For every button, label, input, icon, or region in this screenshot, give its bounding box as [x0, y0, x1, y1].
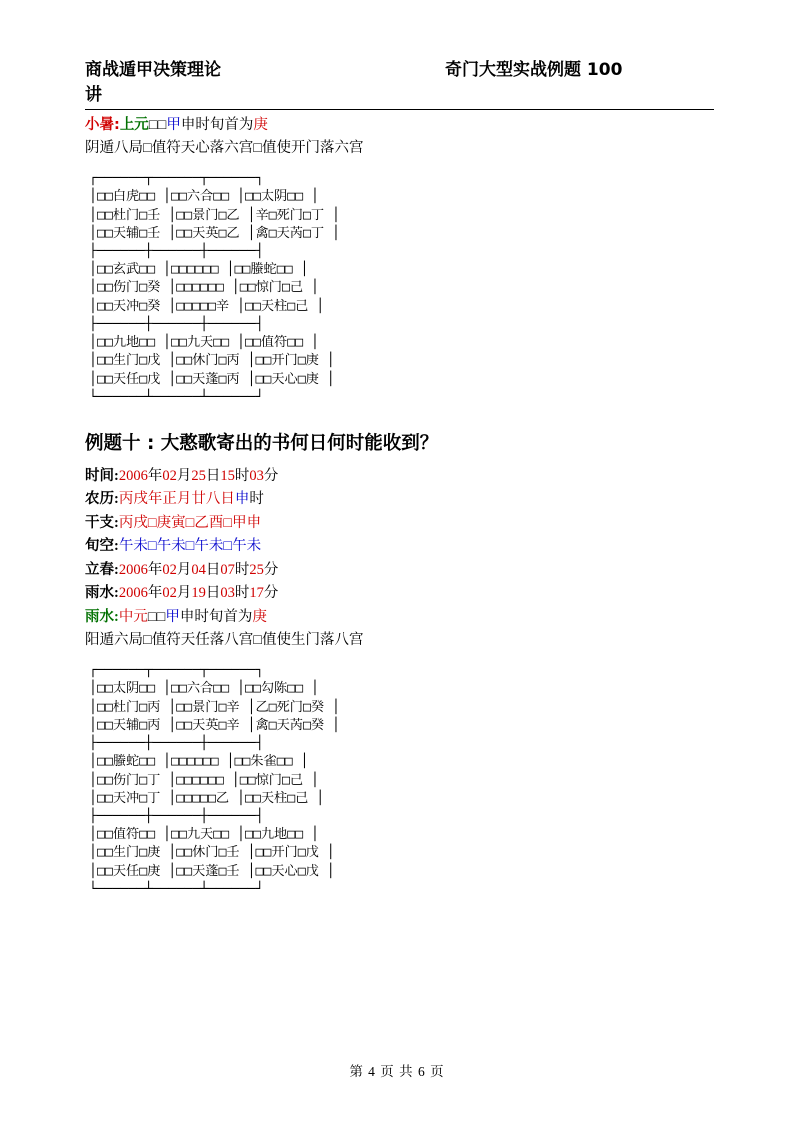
info-part: 19	[191, 585, 206, 602]
page-footer: 第 4 页 共 6 页	[349, 1064, 445, 1079]
chart2-r11: │□□天任□庚 │□□天蓬□壬 │□□天心□戊 │	[89, 863, 335, 879]
info-part: 月	[176, 561, 192, 578]
chart1-r4: ├──────┼──────┼──────┤	[89, 243, 264, 259]
info-part: 时	[234, 561, 250, 578]
info-row-lunar	[85, 488, 714, 511]
info-row-lichun	[85, 559, 714, 582]
section1-pan-line: 阴遁八局□值符天心落六宫□值使开门落六宫	[85, 140, 364, 157]
section1-yuan-value: 上元	[119, 117, 149, 134]
chart1-r0: ┌──────┬──────┬──────┐	[89, 171, 264, 187]
info-part: 月	[176, 467, 192, 484]
info-row-yushui-yuan	[85, 606, 714, 629]
header-divider	[85, 109, 714, 110]
info-part: 07	[220, 561, 235, 578]
info-row-yushui	[85, 582, 714, 605]
info-part: 2006	[118, 585, 148, 602]
info-part: 午未□午未□午未□午未	[118, 538, 262, 555]
info-part: 03	[249, 467, 264, 484]
info-part: 02	[162, 585, 177, 602]
chart2-r6: │□□伤门□丁 │□□□□□□ │□□惊门□己 │	[89, 772, 319, 788]
info-part: 申时旬首为	[179, 608, 253, 625]
info-row-yushui-yuan-value	[119, 609, 267, 625]
info-part: 15	[220, 467, 235, 484]
info-row-xunkong-label: 旬空:	[85, 538, 119, 555]
chart2-r8: ├──────┼──────┼──────┤	[89, 808, 264, 824]
chart2-r7: │□□天冲□丁 │□□□□□乙 │□□天柱□己 │	[89, 790, 325, 806]
section2-qimen-chart	[85, 662, 714, 899]
info-part: □□	[147, 608, 166, 625]
info-part: 04	[191, 561, 206, 578]
chart1-r10: │□□生门□戊 │□□休门□丙 │□□开门□庚 │	[89, 353, 335, 369]
chart2-r10: │□□生门□庚 │□□休门□壬 │□□开门□戊 │	[89, 845, 335, 861]
header-right-title: 奇门大型实战例题 100	[445, 60, 623, 80]
info-row-ganzhi-label: 干支:	[85, 514, 119, 531]
info-row-lichun-label: 立春:	[85, 561, 119, 578]
info-row-yushui-value	[119, 585, 279, 601]
info-part: 日	[205, 585, 221, 602]
chart2-r0: ┌──────┬──────┬──────┐	[89, 663, 264, 679]
info-part: 中元	[118, 608, 148, 625]
info-part: 2006	[118, 561, 148, 578]
info-row-xunkong-value	[119, 538, 261, 554]
chart1-r7: │□□天冲□癸 │□□□□□辛 │□□天柱□己 │	[89, 298, 325, 314]
info-row-time-value	[119, 468, 279, 484]
info-part: 25	[191, 467, 206, 484]
chart1-r2: │□□杜门□壬 │□□景门□乙 │辛□死门□丁 │	[89, 207, 340, 223]
info-part: 2006	[118, 467, 148, 484]
info-part: 03	[220, 585, 235, 602]
info-part: 月	[176, 585, 192, 602]
info-part: 02	[162, 561, 177, 578]
chart1-r9: │□□九地□□ │□□九天□□ │□□值符□□ │	[89, 335, 319, 351]
chart1-r6: │□□伤门□癸 │□□□□□□ │□□惊门□己 │	[89, 280, 319, 296]
info-part: 分	[263, 561, 279, 578]
chart1-r1: │□□白虎□□ │□□六合□□ │□□太阴□□ │	[89, 189, 319, 205]
page-header	[85, 58, 714, 107]
info-part: 时	[234, 585, 250, 602]
problem-info-block	[85, 465, 714, 629]
section2-pan-line: 阳遁六局□值符天任落八宫□值使生门落八宫	[85, 632, 364, 649]
info-row-lunar-label: 农历:	[85, 491, 119, 508]
info-part: 年	[147, 585, 163, 602]
header-left-line2: 讲	[85, 84, 102, 105]
info-part: 时	[249, 491, 264, 508]
header-left-line1: 商战遁甲决策理论	[85, 60, 221, 80]
info-part: 25	[249, 561, 264, 578]
info-part: 02	[162, 467, 177, 484]
header-left-title	[85, 58, 385, 107]
chart2-r9: │□□值符□□ │□□九天□□ │□□九地□□ │	[89, 827, 319, 843]
chart1-r5: │□□玄武□□ │□□□□□□ │□□螣蛇□□ │	[89, 262, 309, 278]
chart1-r11: │□□天任□戊 │□□天蓬□丙 │□□天心□庚 │	[89, 371, 335, 387]
info-row-lunar-value	[119, 491, 264, 507]
info-part: 年	[147, 467, 163, 484]
info-row-yushui-yuan-label: 雨水:	[85, 608, 119, 625]
info-part: 分	[263, 585, 279, 602]
info-row-xunkong	[85, 535, 714, 558]
info-part: 时	[234, 467, 250, 484]
info-part: 分	[263, 467, 279, 484]
chart1-r8: ├──────┼──────┼──────┤	[89, 316, 264, 332]
chart1-r3: │□□天辅□壬 │□□天英□乙 │禽□天芮□丁 │	[89, 225, 340, 241]
info-part: 甲	[165, 608, 180, 625]
info-part: 年	[147, 561, 163, 578]
info-part: 丙戌□庚寅□乙酉□甲申	[118, 514, 262, 531]
chart2-r5: │□□螣蛇□□ │□□□□□□ │□□朱雀□□ │	[89, 754, 309, 770]
chart1-r12: └──────┴──────┴──────┘	[89, 389, 264, 405]
info-part: 庚	[252, 608, 267, 625]
section1-yuan-line	[85, 114, 714, 137]
info-part: 日	[205, 561, 221, 578]
info-row-lichun-value	[119, 562, 279, 578]
section1-qimen-chart	[85, 170, 714, 407]
section1-gan-tail: 庚	[253, 117, 268, 134]
chart2-r2: │□□杜门□丙 │□□景门□辛 │乙□死门□癸 │	[89, 699, 340, 715]
chart2-r12: └──────┴──────┴──────┘	[89, 881, 264, 897]
info-row-yushui-label: 雨水:	[85, 585, 119, 602]
section1-gan: 甲	[166, 117, 181, 134]
section1-gan-text: 申时旬首为	[180, 117, 254, 134]
info-row-time	[85, 465, 714, 488]
info-part: 申	[234, 491, 250, 508]
info-row-time-label: 时间:	[85, 467, 119, 484]
chart2-r4: ├──────┼──────┼──────┤	[89, 736, 264, 752]
section1-yuan-label: 小暑:	[85, 117, 120, 134]
info-row-ganzhi	[85, 512, 714, 535]
problem-title: 例题十 : 大憨歌寄出的书何日何时能收到？	[85, 432, 439, 454]
info-part: 丙戌年正月廿八日	[118, 491, 235, 508]
info-row-ganzhi-value	[119, 515, 261, 531]
info-part: 17	[249, 585, 264, 602]
info-part: 日	[205, 467, 221, 484]
section1-yuan-boxes: □□	[148, 117, 167, 134]
chart2-r1: │□□太阴□□ │□□六合□□ │□□勾陈□□ │	[89, 681, 319, 697]
chart2-r3: │□□天辅□丙 │□□天英□辛 │禽□天芮□癸 │	[89, 717, 340, 733]
